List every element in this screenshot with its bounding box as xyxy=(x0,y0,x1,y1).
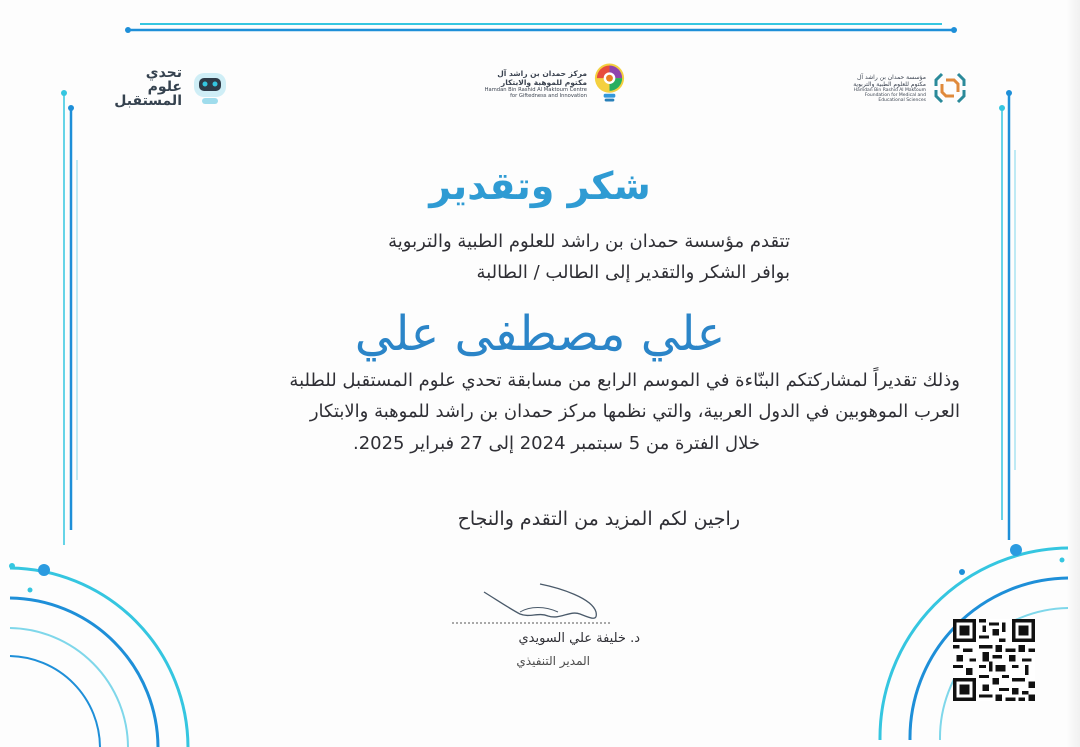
body-line-1: وذلك تقديراً لمشاركتكم البنّاءة في الموسم الرابع من مسابقة تحدي علوم المستقبل للطلبة xyxy=(289,370,960,391)
hamdan-centre-english: Hamdan Bin Rashid Al Maktoum Centre for Giftedness and Innovation xyxy=(484,87,588,99)
intro-line-2: بوافر الشكر والتقدير إلى الطالب / الطالبة xyxy=(476,262,790,283)
logo-left-text: تحدي علوم المستقبل xyxy=(114,65,182,109)
page-edge-shadow xyxy=(1066,0,1080,747)
body-line-3: خلال الفترة من 5 سبتمبر 2024 إلى 27 فبراير 2025. xyxy=(352,433,760,454)
signatory-name: د. خليفة علي السويدي xyxy=(518,631,640,646)
qr-code-icon xyxy=(953,619,1035,701)
recipient-name: علي مصطفى علي xyxy=(354,306,726,362)
signatory-role: المدير التنفيذي xyxy=(516,654,590,668)
certificate-title: شكر وتقدير xyxy=(429,164,651,208)
hamdan-foundation-english: Hamdan Bin Rashid Al Maktoum Foundation for Medical and Educational Sciences xyxy=(853,87,926,103)
intro-line-1: تتقدم مؤسسة حمدان بن راشد للعلوم الطبية والتربوية xyxy=(388,231,790,252)
hamdan-centre-arabic: مركز حمدان بن راشد آل مكتوم للموهبة والابتكار xyxy=(497,69,588,87)
closing-line: راجين لكم المزيد من التقدم والنجاح xyxy=(457,508,740,530)
hamdan-foundation-arabic: مؤسسة حمدان بن راشد آل مكتوم للعلوم الطبية والتربوية xyxy=(853,73,926,88)
body-line-2: العرب الموهوبين في الدول العربية، والتي نظمها مركز حمدان بن راشد للموهبة والابتكار xyxy=(309,401,960,422)
